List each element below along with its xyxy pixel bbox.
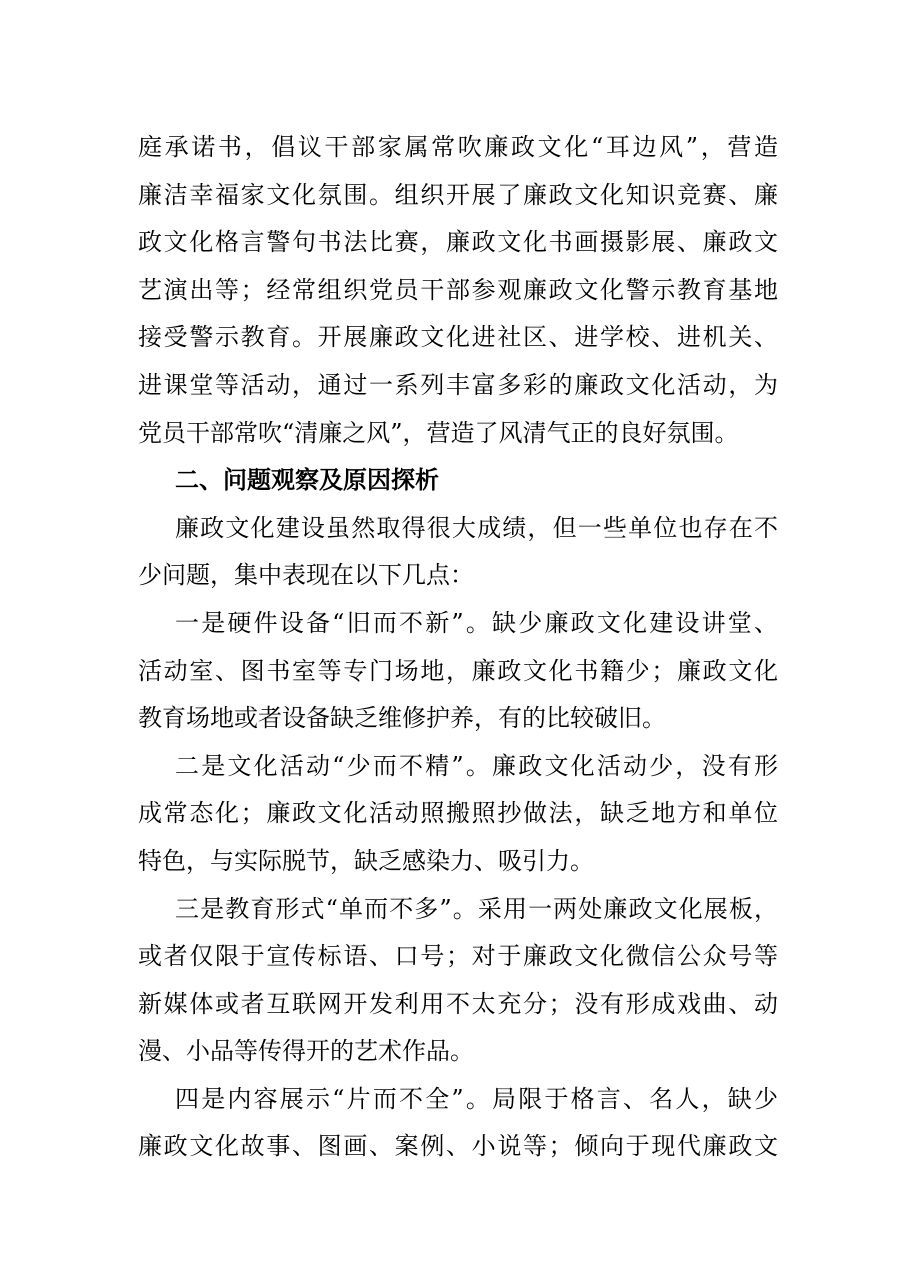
text-line: 进课堂等活动，通过一系列丰富多彩的廉政文化活动，为 <box>138 370 778 399</box>
text-line: 三是教育形式“单而不多”。采用一两处廉政文化展板， <box>175 894 778 923</box>
text-line: 教育场地或者设备缺乏维修护养，有的比较破旧。 <box>138 704 666 733</box>
text-line: 一是硬件设备“旧而不新”。缺少廉政文化建设讲堂、 <box>175 608 778 637</box>
text-line: 接受警示教育。开展廉政文化进社区、进学校、进机关、 <box>138 323 778 352</box>
text-line: 艺演出等；经常组织党员干部参观廉政文化警示教育基地 <box>138 275 778 304</box>
text-line: 政文化格言警句书法比赛，廉政文化书画摄影展、廉政文 <box>138 228 778 257</box>
paragraph-6 <box>138 1076 778 1171</box>
text-line: 漫、小品等传得开的艺术作品。 <box>138 1037 474 1066</box>
paragraph-3 <box>138 600 778 743</box>
text-line: 廉政文化建设虽然取得很大成绩，但一些单位也存在不 <box>175 513 778 542</box>
paragraph-4 <box>138 743 778 886</box>
text-line: 四是内容展示“片而不全”。局限于格言、名人，缺少 <box>175 1084 778 1113</box>
text-line: 或者仅限于宣传标语、口号；对于廉政文化微信公众号等 <box>138 942 778 971</box>
text-line: 成常态化；廉政文化活动照搬照抄做法，缺乏地方和单位 <box>138 799 778 828</box>
section-heading: 二、问题观察及原因探析 <box>175 466 439 495</box>
paragraph-1 <box>138 124 778 457</box>
text-line: 党员干部常吹“清廉之风”，营造了风清气正的良好氛围。 <box>138 418 739 447</box>
text-line: 少问题，集中表现在以下几点： <box>138 561 474 590</box>
text-line: 庭承诺书，倡议干部家属常吹廉政文化“耳边风”，营造 <box>138 133 778 161</box>
text-line: 活动室、图书室等专门场地，廉政文化书籍少；廉政文化 <box>138 656 778 685</box>
paragraph-2 <box>138 505 778 600</box>
paragraph-5 <box>138 886 778 1076</box>
document-body <box>138 124 778 1171</box>
text-line: 二是文化活动“少而不精”。廉政文化活动少，没有形 <box>175 751 778 780</box>
text-line: 特色，与实际脱节，缺乏感染力、吸引力。 <box>138 846 594 875</box>
text-line: 新媒体或者互联网开发利用不太充分；没有形成戏曲、动 <box>138 989 778 1018</box>
text-line: 廉政文化故事、图画、案例、小说等；倾向于现代廉政文 <box>138 1132 778 1161</box>
text-line: 廉洁幸福家文化氛围。组织开展了廉政文化知识竞赛、廉 <box>138 180 778 209</box>
